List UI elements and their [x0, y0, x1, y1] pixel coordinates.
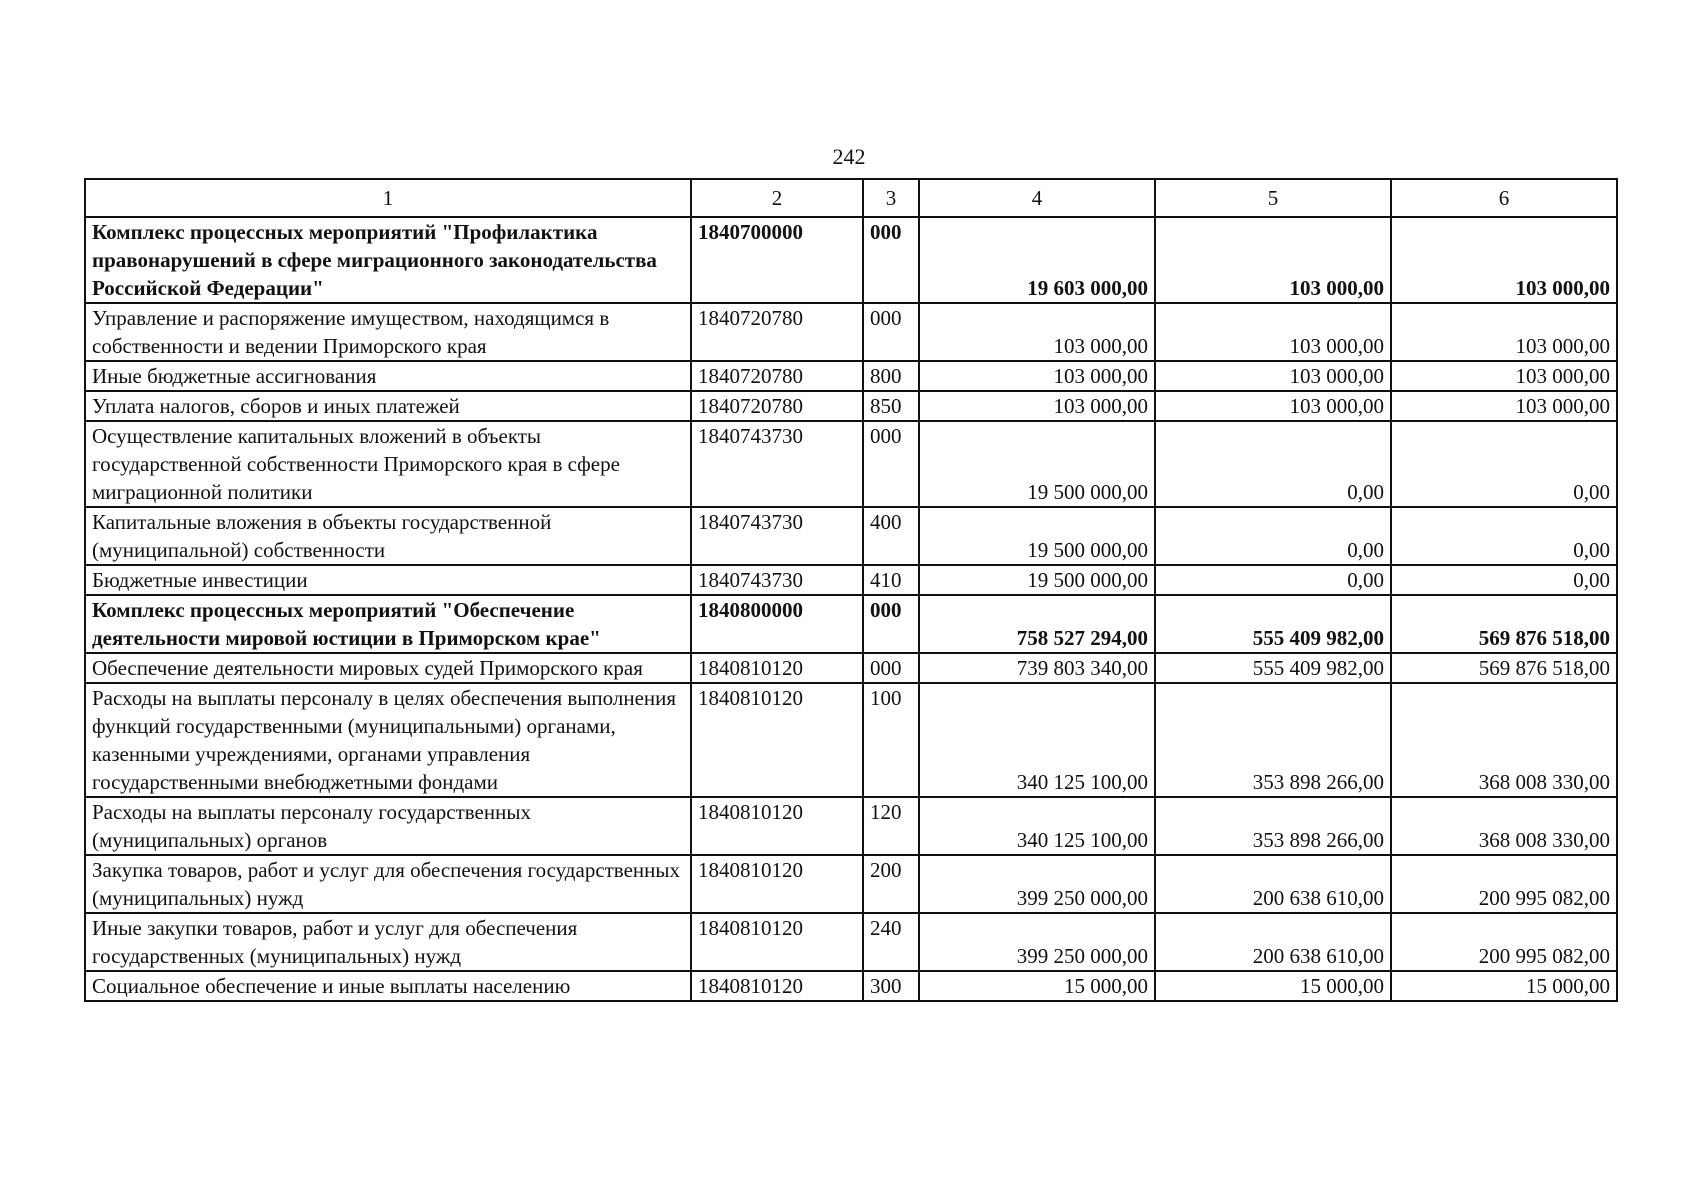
- page-number: 242: [832, 144, 866, 169]
- table-row: [85, 303, 1617, 361]
- table-row: [85, 507, 1617, 565]
- row-amount-year2-cell: 103 000,00: [1155, 217, 1391, 303]
- row-name-cell: Капитальные вложения в объекты государственной (муниципальной) собственности: [85, 507, 691, 565]
- row-amount-year1-cell: 103 000,00: [919, 391, 1155, 421]
- row-csr-code-cell: 1840810120: [691, 797, 863, 855]
- row-csr-code-cell: 1840743730: [691, 565, 863, 595]
- row-amount-year1-cell: 103 000,00: [919, 303, 1155, 361]
- row-amount-year1-cell: 399 250 000,00: [919, 855, 1155, 913]
- row-name-cell: Осуществление капитальных вложений в объекты государственной собственности Приморского края в сфере миграционной политики: [85, 421, 691, 507]
- row-csr-code-cell: 1840720780: [691, 303, 863, 361]
- row-vr-code-cell: 850: [863, 391, 919, 421]
- row-name-cell: Иные бюджетные ассигнования: [85, 361, 691, 391]
- row-name-cell: Комплекс процессных мероприятий "Обеспечение деятельности мировой юстиции в Приморском крае": [85, 595, 691, 653]
- row-name-cell: Расходы на выплаты персоналу государственных (муниципальных) органов: [85, 797, 691, 855]
- row-csr-code-cell: 1840810120: [691, 971, 863, 1001]
- row-amount-year2-cell: 353 898 266,00: [1155, 797, 1391, 855]
- row-csr-code-cell: 1840800000: [691, 595, 863, 653]
- row-amount-year2-cell: 103 000,00: [1155, 361, 1391, 391]
- row-csr-code-cell: 1840743730: [691, 507, 863, 565]
- row-amount-year1-cell: 15 000,00: [919, 971, 1155, 1001]
- column-header-6: 6: [1391, 179, 1617, 217]
- table-row: [85, 855, 1617, 913]
- row-amount-year3-cell: 368 008 330,00: [1391, 797, 1617, 855]
- row-amount-year2-cell: 0,00: [1155, 565, 1391, 595]
- row-name-cell: Комплекс процессных мероприятий "Профилактика правонарушений в сфере миграционного законодательства Российской Федерации": [85, 217, 691, 303]
- column-header-2: 2: [691, 179, 863, 217]
- column-header-1: 1: [85, 179, 691, 217]
- row-csr-code-cell: 1840810120: [691, 855, 863, 913]
- row-csr-code-cell: 1840810120: [691, 913, 863, 971]
- row-amount-year2-cell: 103 000,00: [1155, 303, 1391, 361]
- row-csr-code-cell: 1840720780: [691, 391, 863, 421]
- row-vr-code-cell: 300: [863, 971, 919, 1001]
- table-row: [85, 421, 1617, 507]
- row-amount-year3-cell: 0,00: [1391, 565, 1617, 595]
- row-amount-year2-cell: 555 409 982,00: [1155, 595, 1391, 653]
- row-name-cell: Управление и распоряжение имуществом, находящимся в собственности и ведении Приморского края: [85, 303, 691, 361]
- row-amount-year3-cell: 200 995 082,00: [1391, 855, 1617, 913]
- row-vr-code-cell: 200: [863, 855, 919, 913]
- row-amount-year1-cell: 19 500 000,00: [919, 565, 1155, 595]
- row-csr-code-cell: 1840720780: [691, 361, 863, 391]
- row-amount-year3-cell: 103 000,00: [1391, 361, 1617, 391]
- row-vr-code-cell: 100: [863, 683, 919, 797]
- row-amount-year1-cell: 19 500 000,00: [919, 507, 1155, 565]
- row-amount-year1-cell: 340 125 100,00: [919, 683, 1155, 797]
- row-amount-year1-cell: 19 603 000,00: [919, 217, 1155, 303]
- table-row: [85, 565, 1617, 595]
- row-vr-code-cell: 000: [863, 595, 919, 653]
- row-amount-year2-cell: 353 898 266,00: [1155, 683, 1391, 797]
- table-row: [85, 913, 1617, 971]
- row-name-cell: Иные закупки товаров, работ и услуг для обеспечения государственных (муниципальных) нужд: [85, 913, 691, 971]
- row-vr-code-cell: 410: [863, 565, 919, 595]
- row-amount-year3-cell: 0,00: [1391, 507, 1617, 565]
- row-name-cell: Обеспечение деятельности мировых судей Приморского края: [85, 653, 691, 683]
- table-row: [85, 797, 1617, 855]
- row-vr-code-cell: 000: [863, 653, 919, 683]
- column-header-4: 4: [919, 179, 1155, 217]
- row-amount-year3-cell: 103 000,00: [1391, 303, 1617, 361]
- row-amount-year3-cell: 103 000,00: [1391, 391, 1617, 421]
- row-amount-year1-cell: 739 803 340,00: [919, 653, 1155, 683]
- row-amount-year3-cell: 15 000,00: [1391, 971, 1617, 1001]
- table-row: [85, 391, 1617, 421]
- row-name-cell: Расходы на выплаты персоналу в целях обеспечения выполнения функций государственными (муниципальными) органами, казенными учреждениями, органами управления государственными внебюджетными фондами: [85, 683, 691, 797]
- table-row: [85, 683, 1617, 797]
- row-amount-year1-cell: 103 000,00: [919, 361, 1155, 391]
- row-amount-year3-cell: 200 995 082,00: [1391, 913, 1617, 971]
- table-row: [85, 653, 1617, 683]
- table-row: [85, 217, 1617, 303]
- row-csr-code-cell: 1840700000: [691, 217, 863, 303]
- row-amount-year1-cell: 399 250 000,00: [919, 913, 1155, 971]
- row-name-cell: Закупка товаров, работ и услуг для обеспечения государственных (муниципальных) нужд: [85, 855, 691, 913]
- row-vr-code-cell: 120: [863, 797, 919, 855]
- row-amount-year1-cell: 758 527 294,00: [919, 595, 1155, 653]
- row-vr-code-cell: 240: [863, 913, 919, 971]
- row-csr-code-cell: 1840810120: [691, 653, 863, 683]
- row-amount-year2-cell: 200 638 610,00: [1155, 913, 1391, 971]
- row-name-cell: Бюджетные инвестиции: [85, 565, 691, 595]
- row-amount-year1-cell: 340 125 100,00: [919, 797, 1155, 855]
- row-vr-code-cell: 400: [863, 507, 919, 565]
- table-row: [85, 361, 1617, 391]
- row-vr-code-cell: 000: [863, 303, 919, 361]
- table-row: [85, 971, 1617, 1001]
- row-csr-code-cell: 1840810120: [691, 683, 863, 797]
- row-amount-year3-cell: 103 000,00: [1391, 217, 1617, 303]
- row-amount-year2-cell: 0,00: [1155, 507, 1391, 565]
- row-vr-code-cell: 000: [863, 421, 919, 507]
- column-header-3: 3: [863, 179, 919, 217]
- row-amount-year2-cell: 555 409 982,00: [1155, 653, 1391, 683]
- row-name-cell: Уплата налогов, сборов и иных платежей: [85, 391, 691, 421]
- row-amount-year2-cell: 0,00: [1155, 421, 1391, 507]
- row-csr-code-cell: 1840743730: [691, 421, 863, 507]
- column-header-5: 5: [1155, 179, 1391, 217]
- budget-table: [84, 178, 1618, 1002]
- row-amount-year3-cell: 569 876 518,00: [1391, 595, 1617, 653]
- row-amount-year2-cell: 103 000,00: [1155, 391, 1391, 421]
- row-vr-code-cell: 800: [863, 361, 919, 391]
- row-amount-year3-cell: 368 008 330,00: [1391, 683, 1617, 797]
- row-amount-year1-cell: 19 500 000,00: [919, 421, 1155, 507]
- row-amount-year3-cell: 569 876 518,00: [1391, 653, 1617, 683]
- table-row: [85, 595, 1617, 653]
- row-amount-year3-cell: 0,00: [1391, 421, 1617, 507]
- row-amount-year2-cell: 15 000,00: [1155, 971, 1391, 1001]
- row-name-cell: Социальное обеспечение и иные выплаты населению: [85, 971, 691, 1001]
- row-amount-year2-cell: 200 638 610,00: [1155, 855, 1391, 913]
- row-vr-code-cell: 000: [863, 217, 919, 303]
- table-header-row: [85, 179, 1617, 217]
